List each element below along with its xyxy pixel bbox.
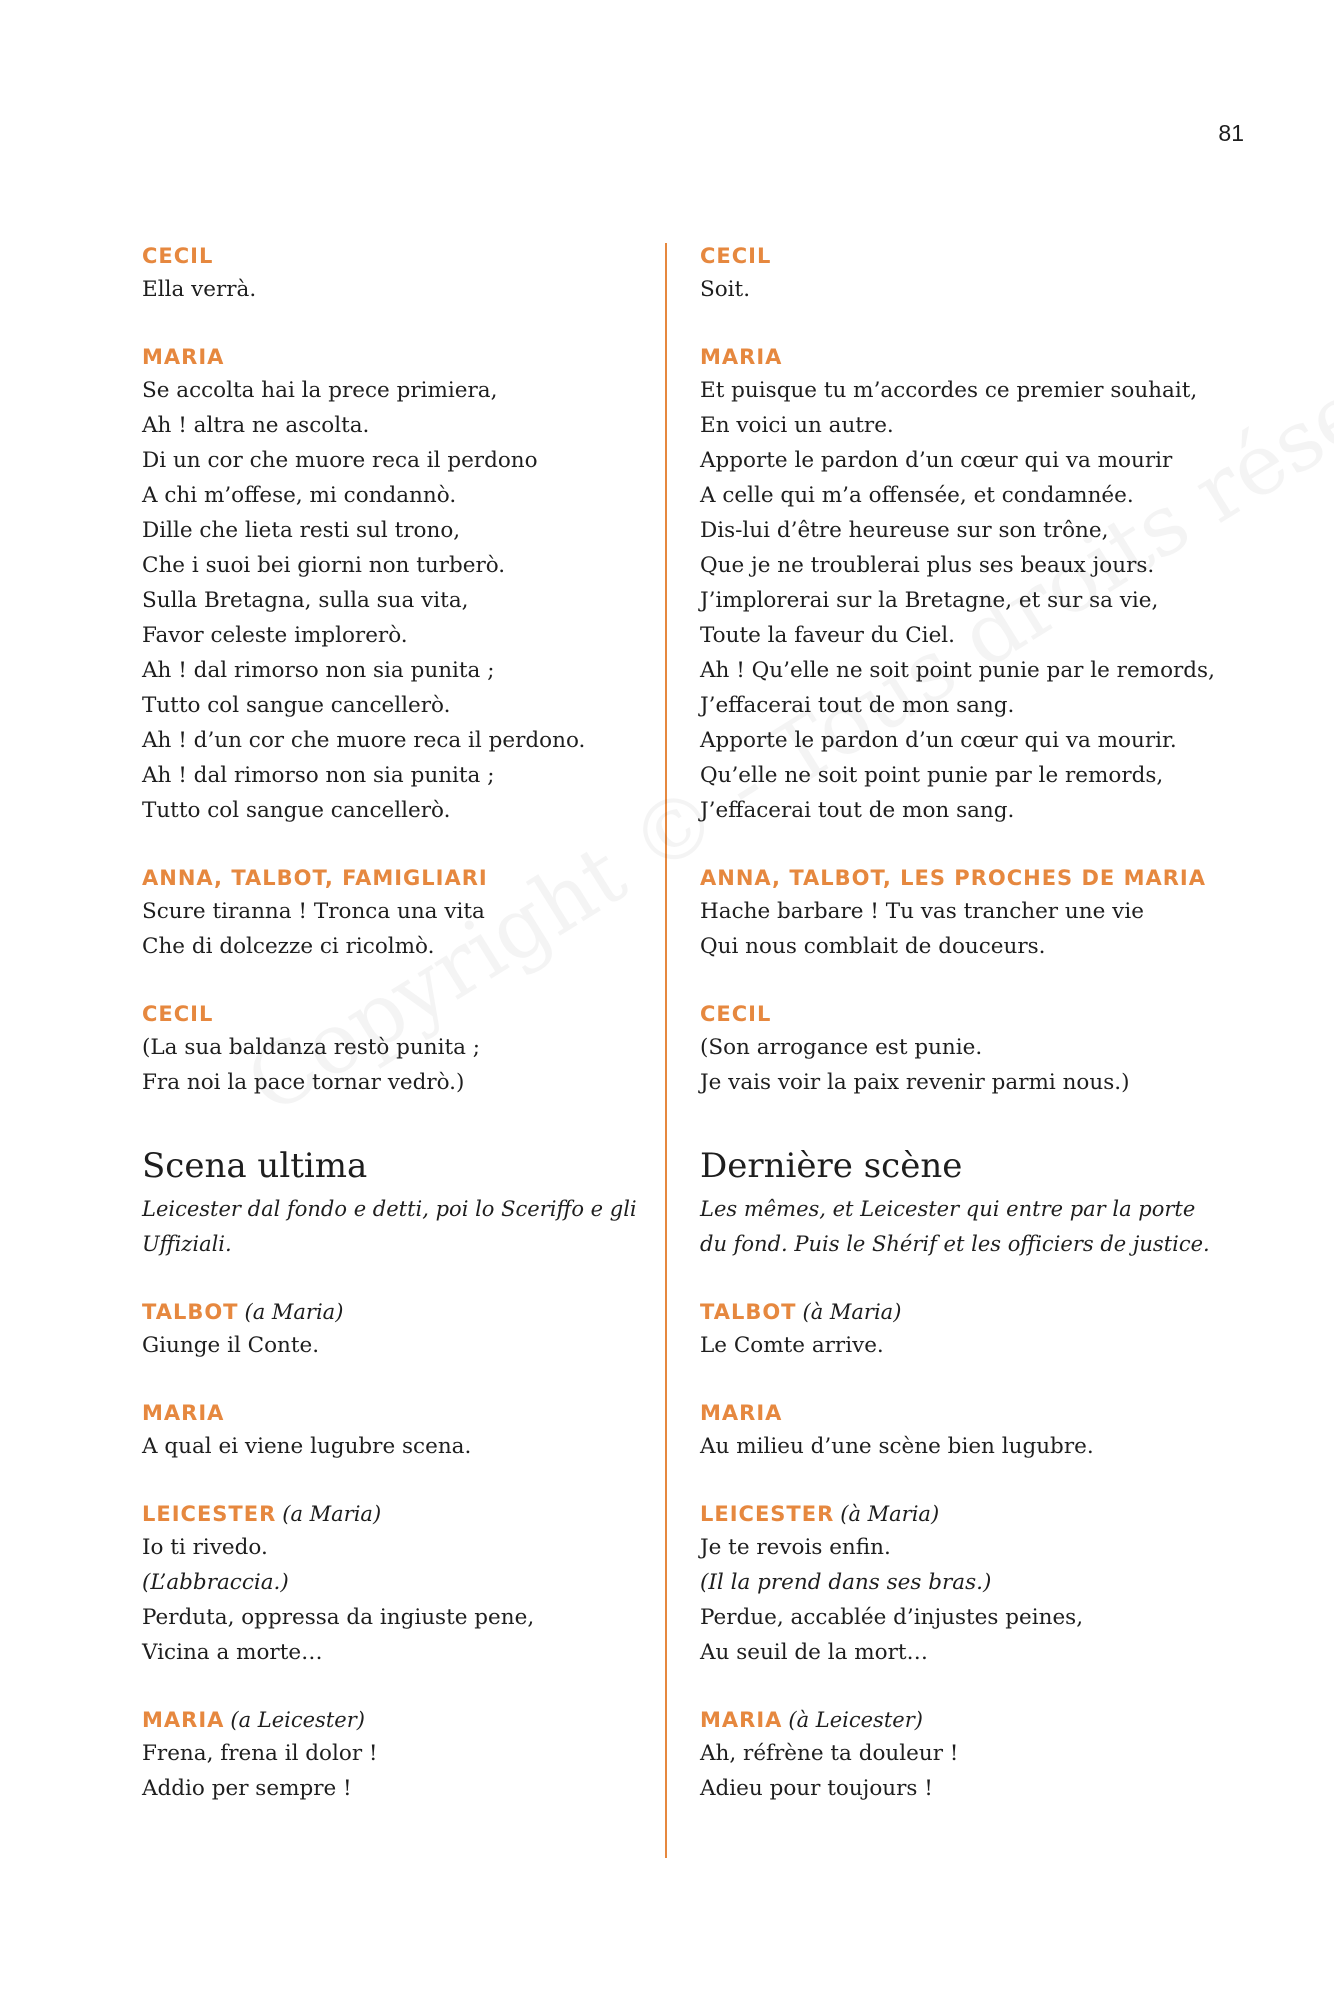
stage-direction: (a Leicester) [230, 1708, 365, 1732]
verse-line: Di un cor che muore reca il perdono [142, 448, 538, 473]
verse-lines [142, 373, 662, 828]
verse-lines [700, 1736, 1220, 1806]
verse-lines [142, 1530, 662, 1670]
speaker-name [700, 998, 1220, 1030]
dialogue-block [700, 341, 1220, 828]
speaker-name [142, 341, 662, 373]
stage-direction: (à Leicester) [788, 1708, 923, 1732]
dialogue-block [700, 998, 1220, 1100]
speaker-label: TALBOT [142, 1300, 239, 1324]
verse-lines [142, 1429, 662, 1464]
verse-line: Le Comte arrive. [700, 1333, 884, 1358]
speaker-label: CECIL [142, 244, 214, 268]
verse-line: J’effacerai tout de mon sang. [700, 798, 1015, 823]
dialogue-block [700, 240, 1220, 307]
verse-line: Sulla Bretagna, sulla sua vita, [142, 588, 469, 613]
verse-line: Dille che lieta resti sul trono, [142, 518, 461, 543]
verse-line: Scure tiranna ! Tronca una vita [142, 899, 485, 924]
stage-direction-line: (L’abbraccia.) [142, 1570, 289, 1595]
verse-line: Et puisque tu m’accordes ce premier souhait, [700, 378, 1198, 403]
speaker-label: CECIL [700, 1002, 772, 1026]
speaker-name [700, 1397, 1220, 1429]
verse-line: Ah, réfrène ta douleur ! [700, 1741, 959, 1766]
verse-line: Hache barbare ! Tu vas trancher une vie [700, 899, 1144, 924]
speaker-label: MARIA [142, 1401, 225, 1425]
page-number: 81 [1218, 120, 1244, 146]
verse-lines [142, 272, 662, 307]
verse-line: (Son arrogance est punie. [700, 1035, 983, 1060]
speaker-label: TALBOT [700, 1300, 797, 1324]
verse-lines [700, 272, 1220, 307]
speaker-label: MARIA [700, 1708, 783, 1732]
speaker-label: LEICESTER [142, 1502, 277, 1526]
verse-line: Toute la faveur du Ciel. [700, 623, 955, 648]
speaker-label: MARIA [700, 1401, 783, 1425]
speaker-label: CECIL [142, 1002, 214, 1026]
speaker-label: MARIA [142, 1708, 225, 1732]
verse-lines [700, 1429, 1220, 1464]
verse-line: Che di dolcezze ci ricolmò. [142, 934, 435, 959]
dialogue-block [142, 1498, 662, 1670]
verse-line: A chi m’offese, mi condannò. [142, 483, 457, 508]
column-divider [665, 243, 667, 1858]
blocks-after-scene [700, 1296, 1220, 1806]
speaker-name [700, 1498, 1220, 1530]
verse-line: (La sua baldanza restò punita ; [142, 1035, 481, 1060]
verse-line: Ah ! dal rimorso non sia punita ; [142, 763, 495, 788]
verse-line: En voici un autre. [700, 413, 894, 438]
speaker-label: ANNA, TALBOT, LES PROCHES DE MARIA [700, 866, 1206, 890]
dialogue-block [142, 240, 662, 307]
verse-line: Fra noi la pace tornar vedrò.) [142, 1070, 465, 1095]
speaker-name [142, 1704, 662, 1736]
verse-lines [700, 1328, 1220, 1363]
verse-line: Que je ne troublerai plus ses beaux jours. [700, 553, 1155, 578]
verse-line: Tutto col sangue cancellerò. [142, 798, 451, 823]
speaker-name [142, 862, 662, 894]
speaker-name [142, 1498, 662, 1530]
stage-direction: (à Maria) [840, 1502, 940, 1526]
verse-line: Soit. [700, 277, 751, 302]
scene-title: Scena ultima [142, 1146, 368, 1186]
verse-line: Se accolta hai la prece primiera, [142, 378, 498, 403]
stage-direction: (a Maria) [282, 1502, 382, 1526]
verse-line: Ah ! d’un cor che muore reca il perdono. [142, 728, 586, 753]
scene-stage-direction: Les mêmes, et Leicester qui entre par la porte du fond. Puis le Shérif et les officiers de justice. [700, 1197, 1210, 1256]
verse-line: Ah ! altra ne ascolta. [142, 413, 370, 438]
blocks-before-scene [142, 240, 662, 1100]
verse-line: Au milieu d’une scène bien lugubre. [700, 1434, 1094, 1459]
verse-lines [142, 1030, 662, 1100]
verse-lines [700, 373, 1220, 828]
speaker-label: MARIA [142, 345, 225, 369]
verse-line: Je te revois enfin. [700, 1535, 891, 1560]
speaker-label: MARIA [700, 345, 783, 369]
verse-line: Favor celeste implorerò. [142, 623, 408, 648]
dialogue-block [700, 862, 1220, 964]
verse-lines [700, 894, 1220, 964]
verse-line: Addio per sempre ! [142, 1776, 352, 1801]
verse-line: Au seuil de la mort… [700, 1640, 928, 1665]
stage-direction-line: (Il la prend dans ses bras.) [700, 1570, 992, 1595]
speaker-name [700, 341, 1220, 373]
verse-line: Qui nous comblait de douceurs. [700, 934, 1046, 959]
french-column [700, 240, 1220, 1840]
verse-line: Che i suoi bei giorni non turberò. [142, 553, 506, 578]
verse-line: Perduta, oppressa da ingiuste pene, [142, 1605, 535, 1630]
verse-lines [142, 1736, 662, 1806]
verse-line: Ella verrà. [142, 277, 257, 302]
verse-lines [700, 1030, 1220, 1100]
verse-line: Apporte le pardon d’un cœur qui va mourir. [700, 728, 1177, 753]
verse-lines [142, 894, 662, 964]
verse-line: Qu’elle ne soit point punie par le remords, [700, 763, 1164, 788]
verse-line: A qual ei viene lugubre scena. [142, 1434, 472, 1459]
speaker-name [142, 240, 662, 272]
speaker-name [142, 998, 662, 1030]
speaker-label: ANNA, TALBOT, FAMIGLIARI [142, 866, 488, 890]
verse-line: Je vais voir la paix revenir parmi nous.) [700, 1070, 1130, 1095]
stage-direction: (a Maria) [244, 1300, 344, 1324]
blocks-before-scene [700, 240, 1220, 1100]
stage-direction: (à Maria) [802, 1300, 902, 1324]
blocks-after-scene [142, 1296, 662, 1806]
speaker-name [142, 1397, 662, 1429]
verse-line: Apporte le pardon d’un cœur qui va mourir [700, 448, 1173, 473]
verse-lines [142, 1328, 662, 1363]
scene-title: Dernière scène [700, 1146, 963, 1186]
scene-stage-direction: Leicester dal fondo e detti, poi lo Sceriffo e gli Uffiziali. [142, 1197, 637, 1256]
dialogue-block [142, 1296, 662, 1363]
speaker-name [142, 1296, 662, 1328]
dialogue-block [142, 341, 662, 828]
verse-line: Dis-lui d’être heureuse sur son trône, [700, 518, 1109, 543]
verse-lines [700, 1530, 1220, 1670]
verse-line: J’effacerai tout de mon sang. [700, 693, 1015, 718]
italian-column [142, 240, 662, 1840]
dialogue-block [142, 862, 662, 964]
speaker-name [700, 862, 1220, 894]
dialogue-block [142, 1397, 662, 1464]
verse-line: Frena, frena il dolor ! [142, 1741, 378, 1766]
speaker-name [700, 1296, 1220, 1328]
dialogue-block [142, 1704, 662, 1806]
verse-line: Ah ! Qu’elle ne soit point punie par le remords, [700, 658, 1215, 683]
verse-line: Io ti rivedo. [142, 1535, 268, 1560]
speaker-name [700, 1704, 1220, 1736]
dialogue-block [700, 1397, 1220, 1464]
dialogue-block [700, 1296, 1220, 1363]
dialogue-block [142, 998, 662, 1100]
dialogue-block [700, 1704, 1220, 1806]
speaker-name [700, 240, 1220, 272]
speaker-label: LEICESTER [700, 1502, 835, 1526]
speaker-label: CECIL [700, 244, 772, 268]
verse-line: A celle qui m’a offensée, et condamnée. [700, 483, 1134, 508]
verse-line: Giunge il Conte. [142, 1333, 320, 1358]
verse-line: Tutto col sangue cancellerò. [142, 693, 451, 718]
verse-line: Perdue, accablée d’injustes peines, [700, 1605, 1084, 1630]
verse-line: Ah ! dal rimorso non sia punita ; [142, 658, 495, 683]
verse-line: Vicina a morte… [142, 1640, 323, 1665]
verse-line: J’implorerai sur la Bretagne, et sur sa vie, [700, 588, 1159, 613]
dialogue-block [700, 1498, 1220, 1670]
verse-line: Adieu pour toujours ! [700, 1776, 933, 1801]
